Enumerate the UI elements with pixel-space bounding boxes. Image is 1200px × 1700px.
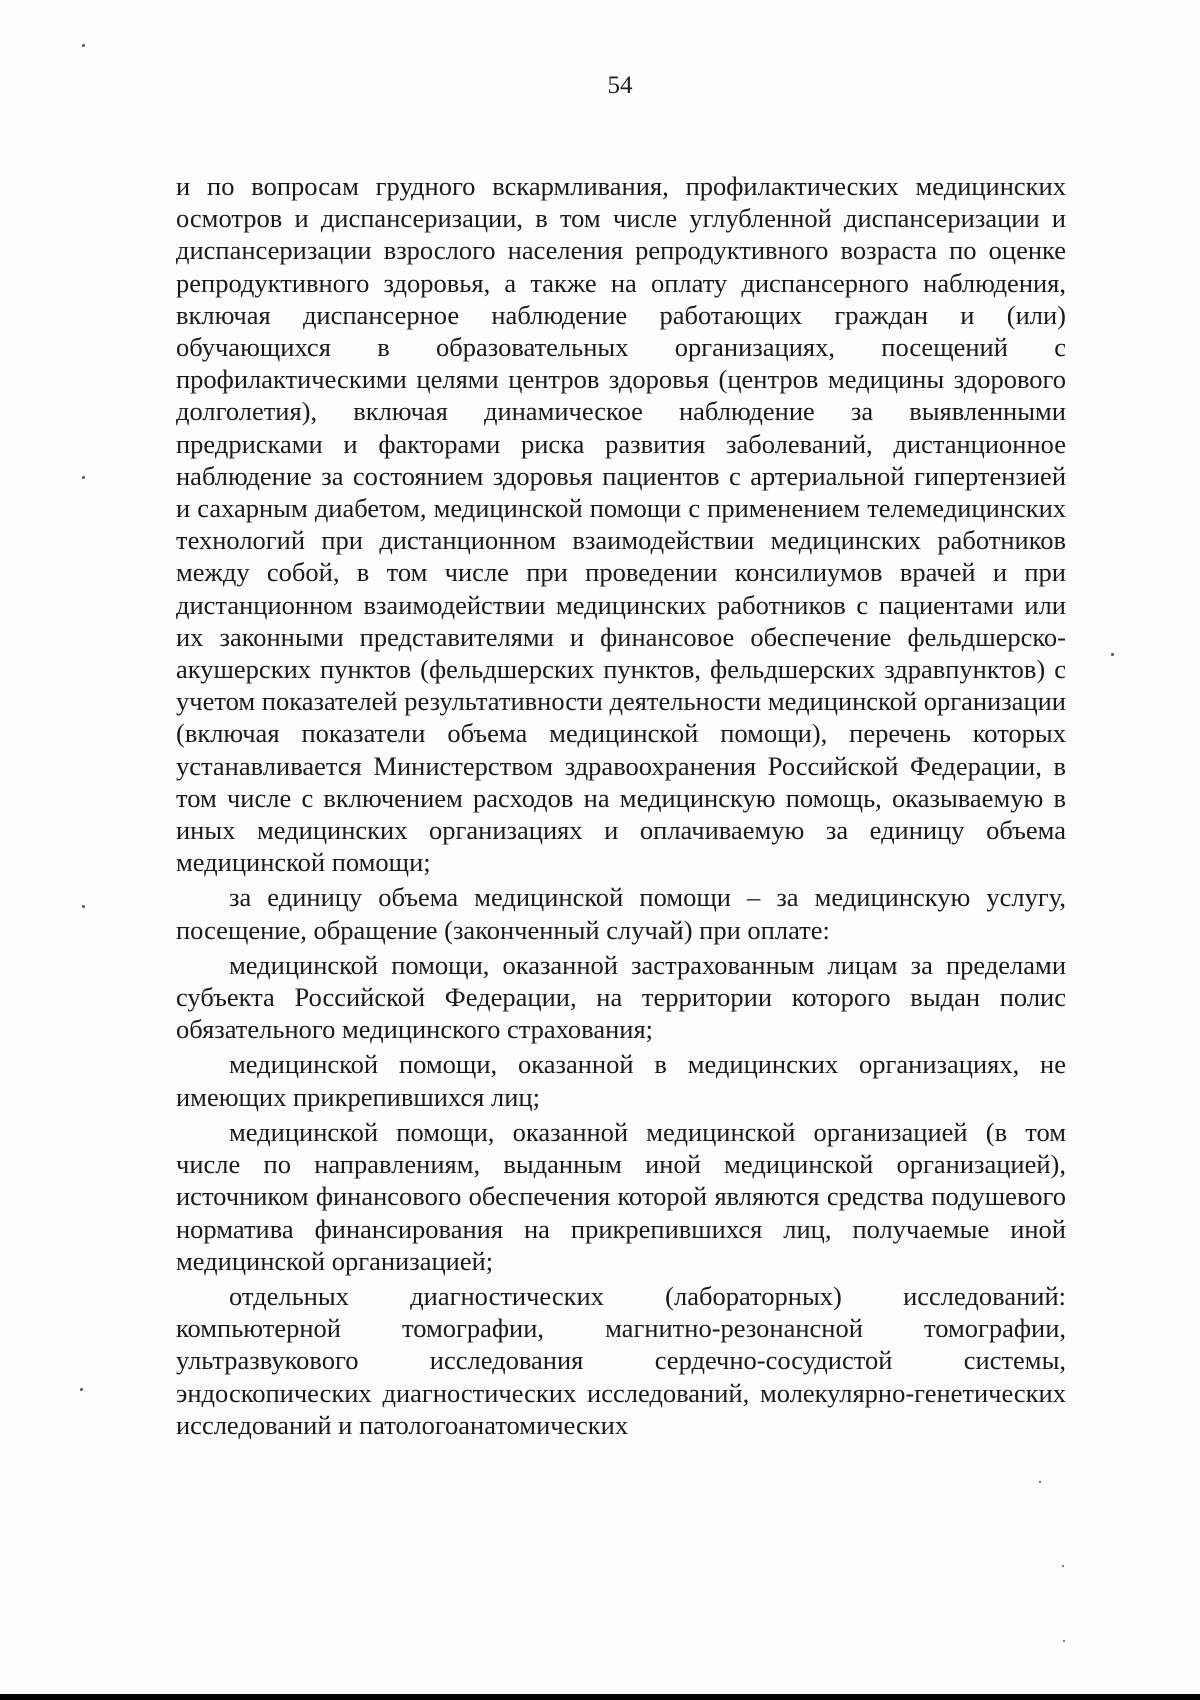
scan-speck bbox=[82, 476, 85, 479]
paragraph: медицинской помощи, оказанной медицинской организацией (в том числе по направлениям, выданным иной медицинской организацией), источником финансового обеспечения которой являются средства подушевого норматива финансирования на прикрепившихся лиц, получаемые иной медицинской организацией; bbox=[176, 1116, 1066, 1276]
document-body bbox=[176, 170, 1066, 1444]
page-number: 54 bbox=[607, 72, 633, 99]
scan-speck bbox=[1063, 1640, 1065, 1642]
paragraph: отдельных диагностических (лабораторных) исследований: компьютерной томографии, магнитно-резонансной томографии, ультразвукового исследования сердечно-сосудистой системы, эндоскопических диагностических исследований, молекулярно-генетических исследований и патологоанатомических bbox=[176, 1280, 1066, 1440]
scan-speck bbox=[82, 44, 85, 47]
scan-bottom-edge bbox=[0, 1694, 1200, 1700]
paragraph: и по вопросам грудного вскармливания, профилактических медицинских осмотров и диспансеризации, в том числе углубленной диспансеризации и диспансеризации взрослого населения репродуктивного возраста по оценке репродуктивного здоровья, а также на оплату диспансерного наблюдения, включая диспансерное наблюдение работающих граждан и (или) обучающихся в образовательных организациях, посещений с профилактическими целями центров здоровья (центров медицины здорового долголетия), включая динамическое наблюдение за выявленными предрисками и факторами риска развития заболеваний, дистанционное наблюдение за состоянием здоровья пациентов с артериальной гипертензией и сахарным диабетом, медицинской помощи с применением телемедицинских технологий при дистанционном взаимодействии медицинских работников между собой, в том числе при проведении консилиумов врачей и при дистанционном взаимодействии медицинских работников с пациентами или их законными представителями и финансовое обеспечение фельдшерско-акушерских пунктов (фельдшерских пунктов, фельдшерских здравпунктов) с учетом показателей результативности деятельности медицинской организации (включая показатели объема медицинской помощи), перечень которых устанавливается Министерством здравоохранения Российской Федерации, в том числе с включением расходов на медицинскую помощь, оказываемую в иных медицинских организациях и оплачиваемую за единицу объема медицинской помощи; bbox=[176, 171, 1066, 878]
paragraph: медицинской помощи, оказанной застрахованным лицам за пределами субъекта Российской Федерации, на территории которого выдан полис обязательного медицинского страхования; bbox=[176, 949, 1066, 1045]
scan-speck bbox=[1039, 1481, 1041, 1483]
scan-speck bbox=[1062, 1565, 1064, 1567]
scan-speck bbox=[80, 1388, 83, 1391]
scan-speck bbox=[82, 905, 85, 908]
paragraph: медицинской помощи, оказанной в медицинских организациях, не имеющих прикрепившихся лиц; bbox=[176, 1049, 1066, 1112]
scan-speck bbox=[1111, 653, 1114, 656]
paragraph: за единицу объема медицинской помощи – за медицинскую услугу, посещение, обращение (законченный случай) при оплате: bbox=[176, 882, 1066, 945]
